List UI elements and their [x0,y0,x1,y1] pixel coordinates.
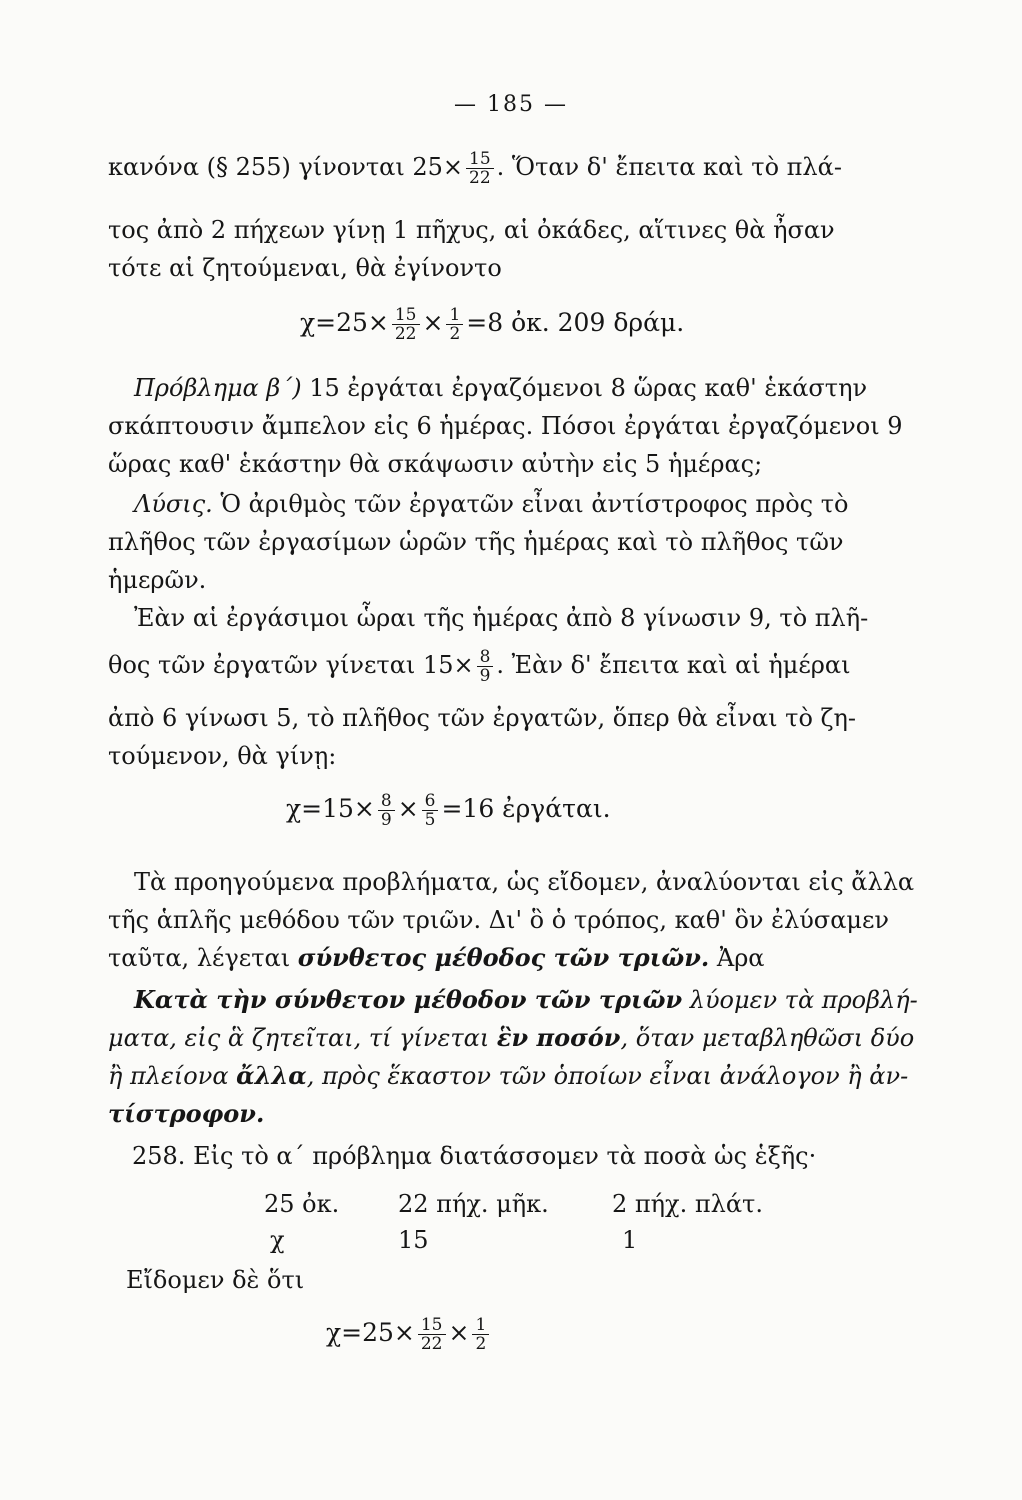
text-segment: κανόνα (§ 255) γίνονται 25× [108,153,464,181]
text-line: τούμενον, θὰ γίνῃ: [108,742,337,770]
numerator: 8 [380,791,392,811]
table-cell: χ [270,1226,285,1254]
numerator: 15 [469,149,491,169]
equation-part: =16 ἐργάται. [441,794,611,823]
fraction [422,792,439,829]
numerator: 6 [424,791,436,811]
rule-line [108,1060,908,1092]
equation [300,306,684,343]
text-segment: Ἀρα [709,944,765,972]
italic-text: ματα, εἰς ἃ ζητεῖται, τί γίνεται [108,1024,497,1052]
problem-label: Πρόβλημα β΄) [134,374,302,402]
equation [326,1316,492,1353]
text-line: ἡμερῶν. [108,566,207,594]
page-number: — 185 — [454,92,568,117]
rule-line [108,1022,915,1054]
italic-text: ἢ πλείονα [108,1062,237,1090]
denominator: 9 [477,666,494,685]
equation-part: × [448,1318,470,1347]
equation [286,792,611,829]
fraction [477,648,494,685]
text-line: τότε αἱ ζητούμεναι, θὰ ἐγίνοντο [108,254,502,282]
table-cell: 22 πήχ. μῆκ. [398,1190,549,1218]
problem-line [134,372,934,404]
fraction [378,792,395,829]
equation-part: =8 ὀκ. 209 δράμ. [466,308,685,337]
text-line [108,942,908,974]
solution-line [134,488,934,520]
emphasis: ἄλλα [236,1061,307,1090]
text-line: ἀπὸ 6 γίνωσι 5, τὸ πλῆθος τῶν ἐργατῶν, ὅπερ θὰ εἶναι τὸ ζη- [108,704,857,732]
denominator: 22 [392,324,420,343]
denominator: 22 [466,168,494,187]
text-line: Εἴδομεν δὲ ὅτι [126,1266,305,1294]
text-segment: . Ὅταν δ' ἔπειτα καὶ τὸ πλά- [496,153,842,181]
italic-text: , πρὸς ἕκαστον τῶν ὁποίων εἶναι ἀνάλογον ἢ ἀν- [306,1062,909,1090]
italic-text: , ὅταν μεταβληθῶσι δύο [620,1024,915,1052]
numerator: 8 [479,647,491,667]
rule-line: τίστροφον. [108,1099,265,1128]
table-cell: 15 [398,1226,429,1254]
denominator: 2 [446,324,463,343]
numerator: 1 [475,1315,487,1335]
equation-part: χ=15× [286,794,375,823]
text-line: Τὰ προηγούμενα προβλήματα, ὡς εἴδομεν, ἀναλύονται εἰς ἄλλα [134,868,915,896]
text-segment: 15 ἐργάται ἐργαζόμενοι 8 ὥρας καθ' ἑκάστην [301,374,868,402]
text-line: σκάπτουσιν ἄμπελον εἰς 6 ἡμέρας. Πόσοι ἐργάται ἐργαζόμενοι 9 [108,412,903,440]
numerator: 15 [394,305,417,325]
denominator: 5 [422,810,439,829]
text-line: τος ἀπὸ 2 πήχεων γίνῃ 1 πῆχυς, αἱ ὀκάδες, αἵτινες θὰ ἦσαν [108,216,835,244]
fraction [392,306,420,343]
fraction [446,306,463,343]
text-line: Ἐὰν αἱ ἐργάσιμοι ὧραι τῆς ἡμέρας ἀπὸ 8 γίνωσιν 9, τὸ πλῆ- [134,604,869,632]
text-line: πλῆθος τῶν ἐργασίμων ὡρῶν τῆς ἡμέρας καὶ τὸ πλῆθος τῶν [108,528,844,556]
equation-part: χ=25× [300,308,389,337]
solution-label: Λύσις. [134,490,213,518]
denominator: 9 [378,810,395,829]
text-line [108,648,908,685]
table-cell: 2 πήχ. πλάτ. [612,1190,763,1218]
equation-part: χ=25× [326,1318,415,1347]
fraction [418,1316,446,1353]
denominator: 22 [418,1334,446,1353]
numerator: 15 [420,1315,443,1335]
text-line: ὥρας καθ' ἑκάστην θὰ σκάψωσιν αὐτὴν εἰς 5 ἡμέρας; [108,450,763,478]
equation-part: × [422,308,444,337]
text-segment: ταῦτα, λέγεται [108,944,298,972]
rule-line [134,984,934,1016]
text-segment: Ὁ ἀριθμὸς τῶν ἐργατῶν εἶναι ἀντίστροφος πρὸς τὸ [212,490,849,518]
table-cell: 1 [622,1226,638,1254]
text-segment: θος τῶν ἐργατῶν γίνεται 15× [108,651,474,679]
fraction [466,150,494,187]
emphasis: Κατὰ τὴν σύνθετον μέθοδον τῶν τριῶν [134,985,683,1014]
equation-part: × [397,794,419,823]
section-258: 258. Εἰς τὸ α΄ πρόβλημα διατάσσομεν τὰ ποσὰ ὡς ἑξῆς· [132,1142,817,1170]
emphasis: σύνθετος μέθοδος τῶν τριῶν. [297,943,710,972]
italic-text: λύομεν τὰ προβλή- [682,986,918,1014]
emphasis: ἓν ποσόν [496,1023,621,1052]
numerator: 1 [449,305,461,325]
table-cell: 25 ὀκ. [264,1190,340,1218]
text-line [108,150,908,187]
text-segment: . Ἐὰν δ' ἔπειτα καὶ αἱ ἡμέραι [496,651,851,679]
text-line: τῆς ἁπλῆς μεθόδου τῶν τριῶν. Δι' ὃ ὁ τρόπος, καθ' ὃν ἐλύσαμεν [108,906,890,934]
denominator: 2 [472,1334,489,1353]
fraction [472,1316,489,1353]
